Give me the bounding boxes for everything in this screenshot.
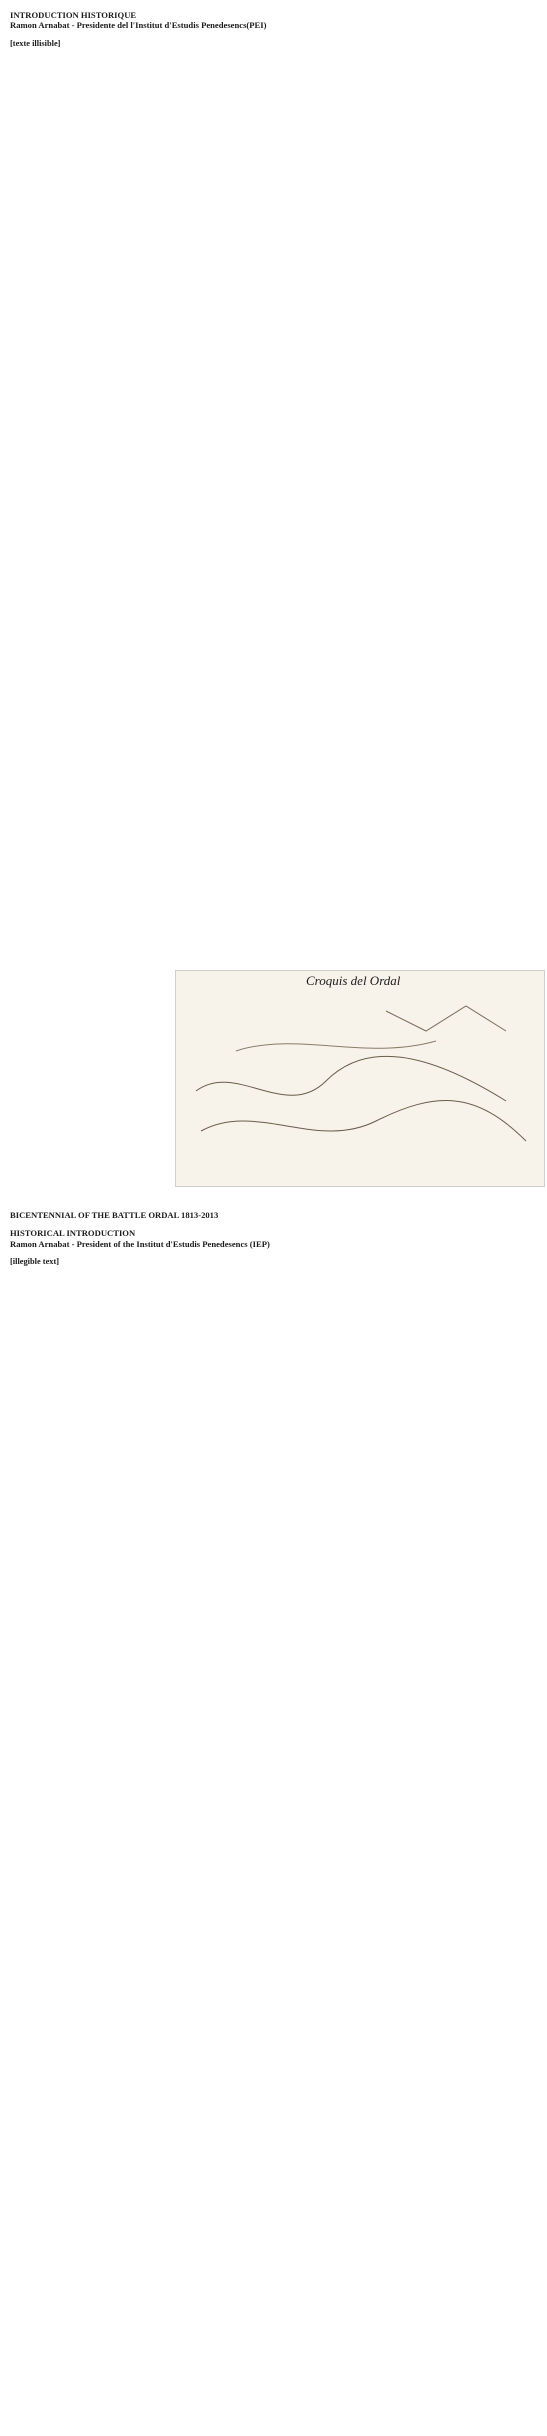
english-subtitle: HISTORICAL INTRODUCTION [10, 1228, 136, 1239]
english-title: BICENTENNIAL OF THE BATTLE ORDAL 1813-2013 [10, 1210, 219, 1220]
french-placeholder: [texte illisible] [10, 38, 61, 48]
french-author: Ramon Arnabat - Presidente del l'Institut d'Estudis Penedesencs(PEI) [10, 20, 267, 31]
english-placeholder: [illegible text] [10, 1257, 60, 1267]
english-author: Ramon Arnabat - President of the Institut d'Estudis Penedesencs (IEP) [10, 1238, 270, 1249]
french-title: INTRODUCTION HISTORIQUE [10, 10, 137, 20]
map-title: Croquis del Ordal [306, 973, 401, 988]
map-figure [175, 970, 545, 1187]
french-section [10, 10, 530, 49]
map-image [176, 971, 544, 1186]
english-section [10, 1210, 530, 1268]
